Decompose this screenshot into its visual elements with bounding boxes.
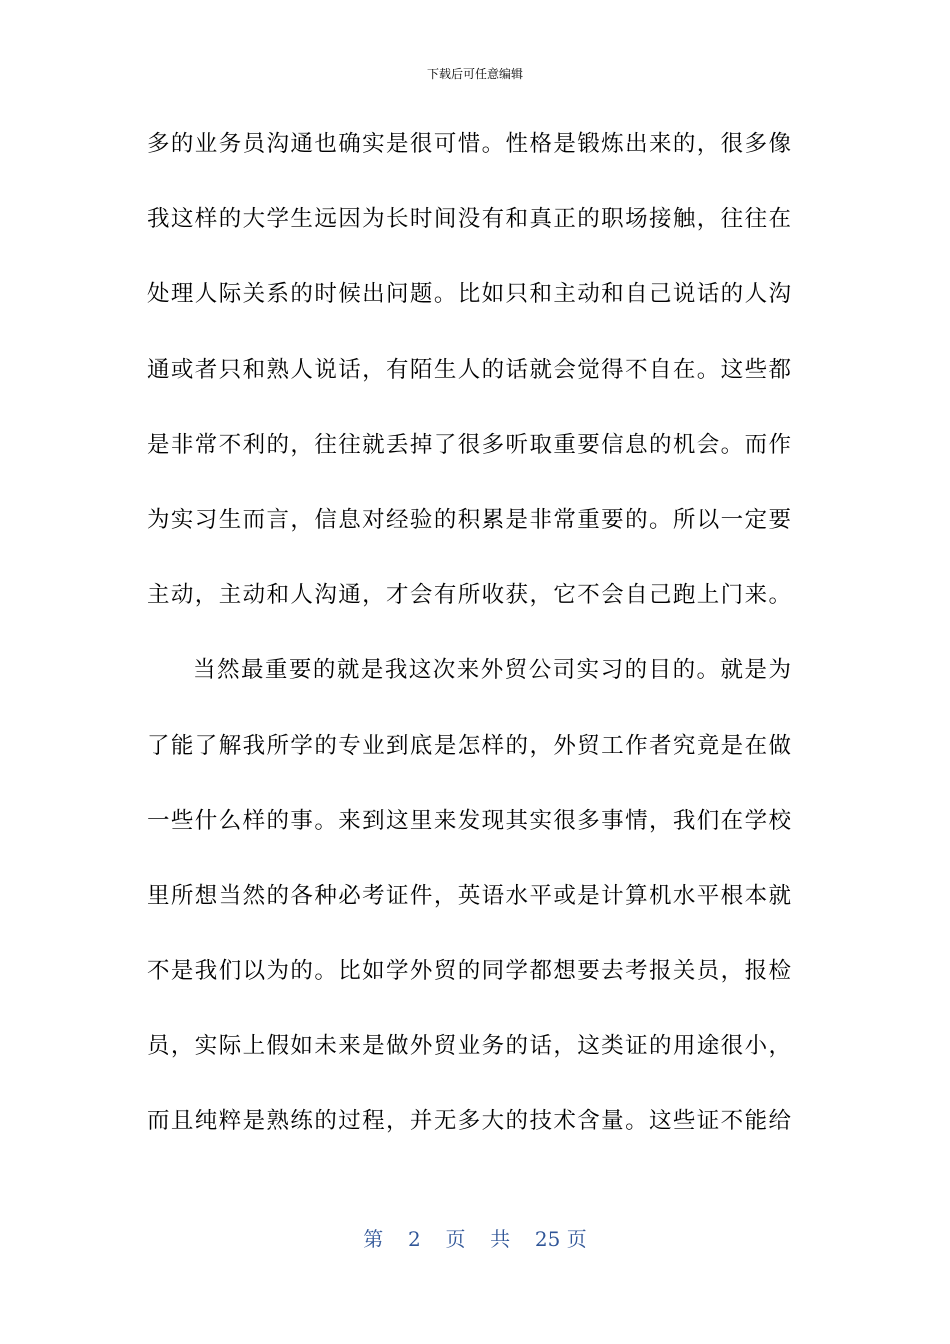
footer-prefix: 第 — [363, 1227, 384, 1251]
body-line: 处理人际关系的时候出问题。比如只和主动和自己说话的人沟 — [147, 281, 791, 308]
page-header: 下载后可任意编辑 — [426, 67, 523, 81]
body-line: 而且纯粹是熟练的过程，并无多大的技术含量。这些证不能给 — [147, 1108, 791, 1135]
body-line: 我这样的大学生远因为长时间没有和真正的职场接触，往往在 — [147, 206, 791, 233]
footer-suffix: 页 — [566, 1227, 587, 1251]
footer-total-pages: 25 — [534, 1227, 561, 1251]
body-line: 是非常不利的，往往就丢掉了很多听取重要信息的机会。而作 — [147, 431, 791, 458]
page-footer — [0, 1226, 950, 1252]
body-line: 多的业务员沟通也确实是很可惜。性格是锻炼出来的，很多像 — [147, 131, 791, 157]
footer-middle-1: 页 — [445, 1227, 466, 1251]
body-line: 主动，主动和人沟通，才会有所收获，它不会自己跑上门来。 — [147, 582, 791, 609]
body-line: 为实习生而言，信息对经验的积累是非常重要的。所以一定要 — [147, 506, 791, 533]
footer-page-number: 2 — [408, 1227, 421, 1251]
body-line: 当然最重要的就是我这次来外贸公司实习的目的。就是为 — [193, 657, 791, 684]
body-line: 员，实际上假如未来是做外贸业务的话，这类证的用途很小， — [147, 1033, 791, 1060]
body-line: 不是我们以为的。比如学外贸的同学都想要去考报关员，报检 — [147, 958, 791, 985]
body-line: 一些什么样的事。来到这里来发现其实很多事情，我们在学校 — [147, 807, 791, 834]
body-line: 里所想当然的各种必考证件，英语水平或是计算机水平根本就 — [147, 882, 791, 909]
footer-middle-2: 共 — [490, 1227, 511, 1251]
body-line: 通或者只和熟人说话，有陌生人的话就会觉得不自在。这些都 — [147, 356, 791, 383]
document-body — [147, 124, 791, 1177]
body-line: 了能了解我所学的专业到底是怎样的，外贸工作者究竟是在做 — [147, 732, 791, 759]
